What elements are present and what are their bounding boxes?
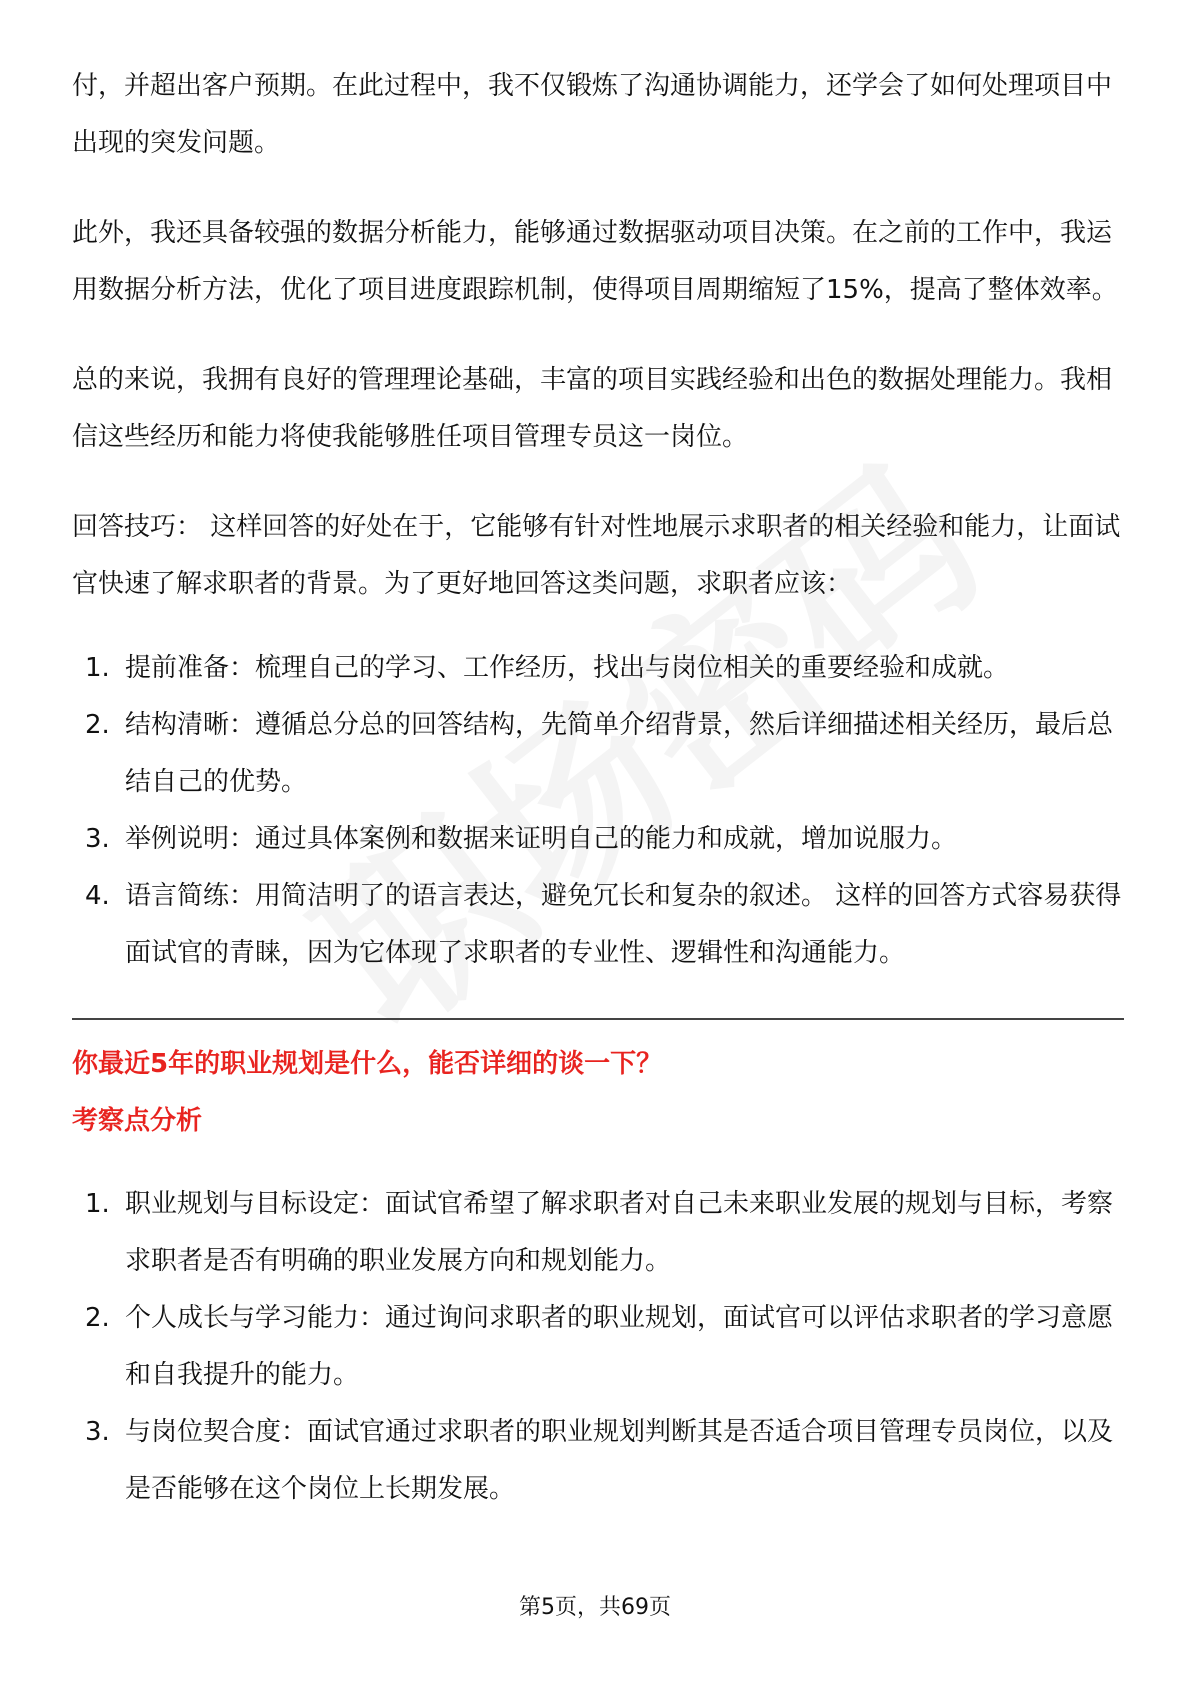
list-item	[72, 1176, 1122, 1290]
list-item	[72, 640, 1122, 697]
list-number: 3.	[85, 824, 110, 854]
question-subtitle: 考察点分析	[72, 1106, 203, 1136]
list-number: 3.	[85, 1417, 110, 1447]
paragraph-2: 此外，我还具备较强的数据分析能力，能够通过数据驱动项目决策。在之前的工作中，我运用数据分析方法，优化了项目进度跟踪机制，使得项目周期缩短了15%，提高了整体效率。	[72, 218, 1118, 305]
list-text: 个人成长与学习能力：通过询问求职者的职业规划，面试官可以评估求职者的学习意愿和自我提升的能力。	[125, 1303, 1114, 1390]
document-body	[72, 58, 1122, 1518]
list-number: 1.	[85, 1189, 110, 1219]
list-item	[72, 1404, 1122, 1518]
list-text: 语言简练：用简洁明了的语言表达，避免冗长和复杂的叙述。 这样的回答方式容易获得面试官的青睐，因为它体现了求职者的专业性、逻辑性和沟通能力。	[125, 881, 1122, 968]
section-divider	[72, 1018, 1124, 1020]
tips-list	[72, 640, 1122, 982]
list-number: 1.	[85, 653, 110, 683]
paragraph-3: 总的来说，我拥有良好的管理理论基础，丰富的项目实践经验和出色的数据处理能力。我相信这些经历和能力将使我能够胜任项目管理专员这一岗位。	[72, 365, 1113, 452]
list-text: 结构清晰：遵循总分总的回答结构，先简单介绍背景，然后详细描述相关经历，最后总结自己的优势。	[125, 710, 1114, 797]
list-item	[72, 697, 1122, 811]
answer-tips-intro: 回答技巧： 这样回答的好处在于，它能够有针对性地展示求职者的相关经验和能力，让面试官快速了解求职者的背景。为了更好地回答这类问题，求职者应该：	[72, 512, 1121, 599]
list-text: 职业规划与目标设定：面试官希望了解求职者对自己未来职业发展的规划与目标，考察求职者是否有明确的职业发展方向和规划能力。	[125, 1189, 1114, 1276]
list-item	[72, 868, 1122, 982]
list-text: 与岗位契合度：面试官通过求职者的职业规划判断其是否适合项目管理专员岗位，以及是否能够在这个岗位上长期发展。	[125, 1417, 1114, 1504]
list-item	[72, 1290, 1122, 1404]
list-text: 举例说明：通过具体案例和数据来证明自己的能力和成就，增加说服力。	[125, 824, 958, 854]
list-number: 4.	[85, 881, 110, 911]
list-number: 2.	[85, 1303, 110, 1333]
question-title: 你最近5年的职业规划是什么，能否详细的谈一下？	[72, 1049, 663, 1079]
paragraph-1: 付，并超出客户预期。在此过程中，我不仅锻炼了沟通协调能力，还学会了如何处理项目中出现的突发问题。	[72, 71, 1113, 158]
list-text: 提前准备：梳理自己的学习、工作经历，找出与岗位相关的重要经验和成就。	[125, 653, 1010, 683]
list-number: 2.	[85, 710, 110, 740]
page-number: 第5页，共69页	[519, 1595, 671, 1620]
list-item	[72, 811, 1122, 868]
analysis-list	[72, 1176, 1122, 1518]
